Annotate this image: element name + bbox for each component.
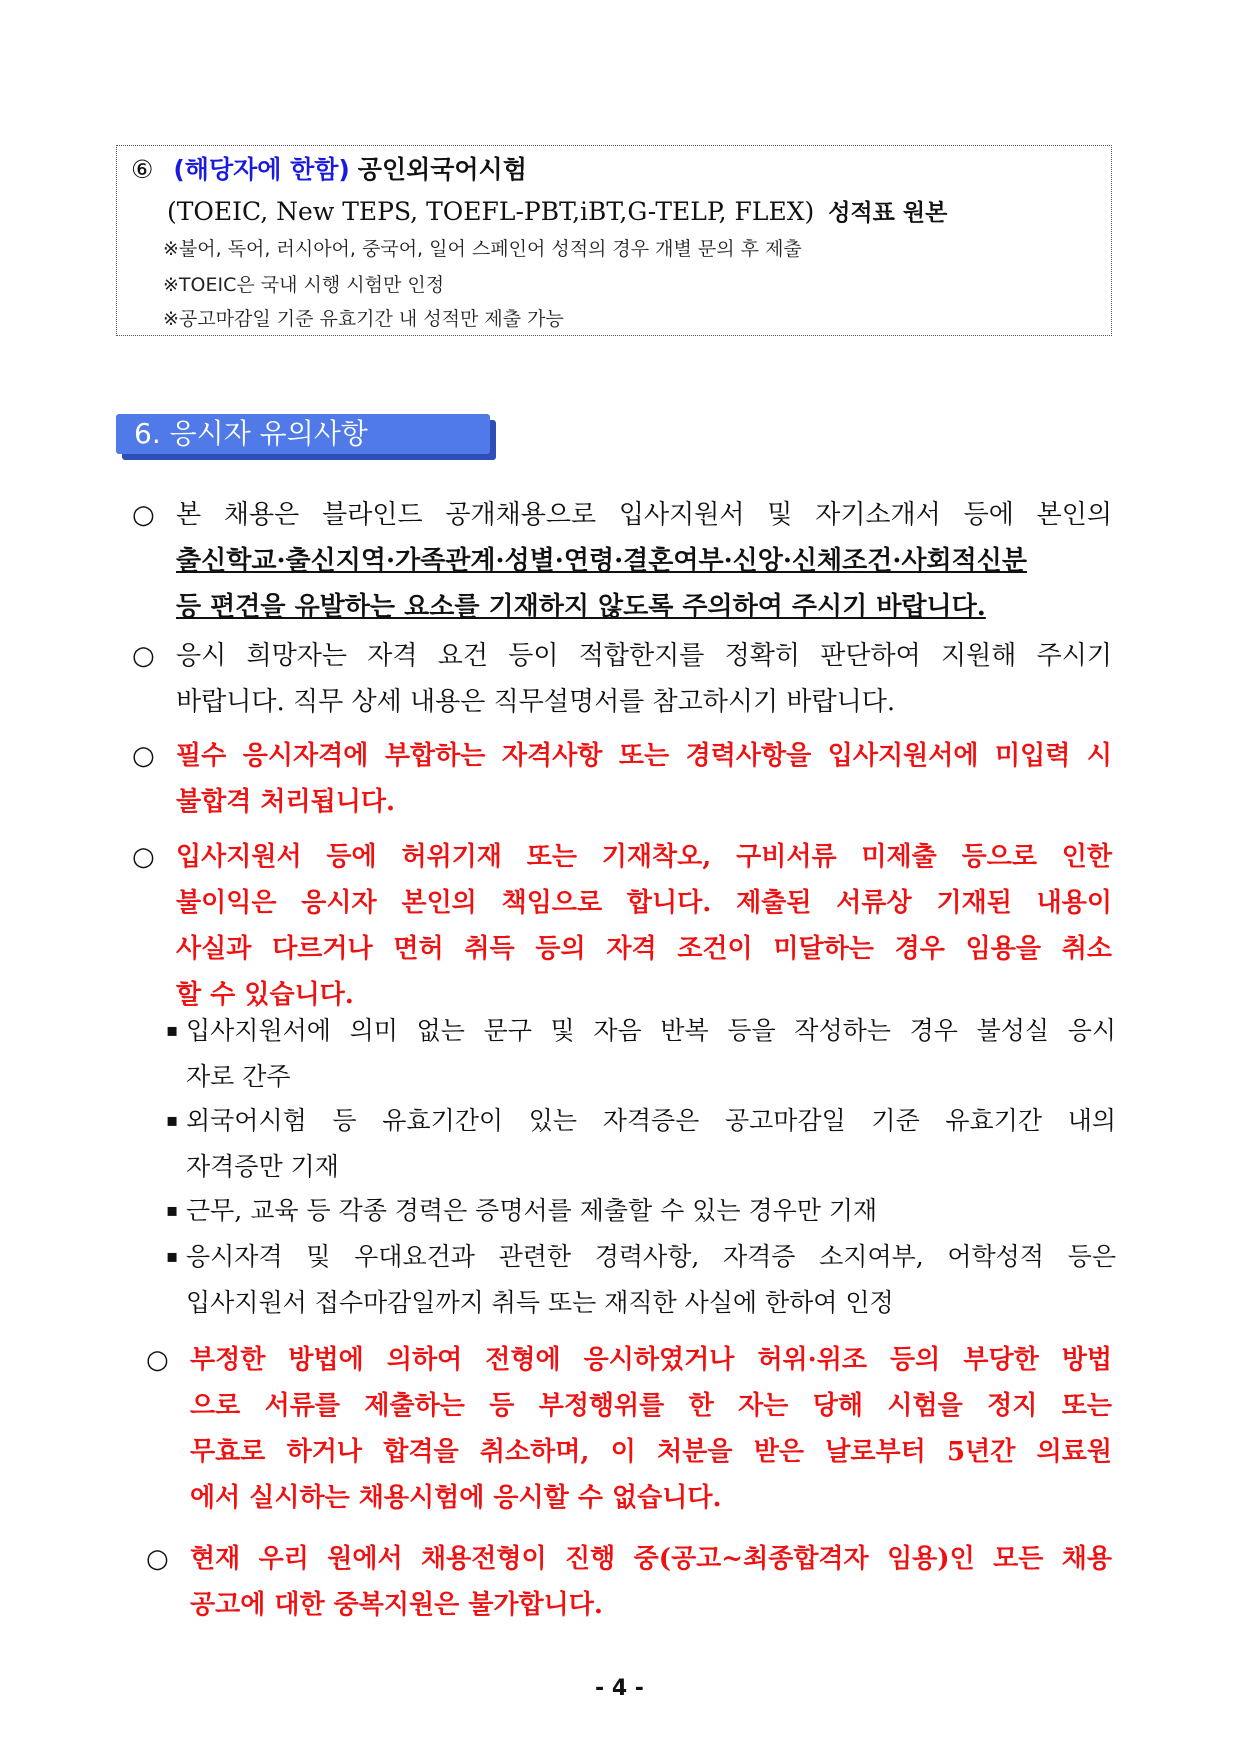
sub-bullet-item xyxy=(166,1188,1116,1234)
circle-bullet: ○ xyxy=(132,500,155,530)
false-entry-line-1: 입사지원서 등에 허위기재 또는 기재착오, 구비서류 미제출 등으로 인한 xyxy=(176,842,1112,872)
notice-title: 공인외국어시험 xyxy=(357,155,527,184)
required-line-1: 필수 응시자격에 부합하는 자격사항 또는 경력사항을 입사지원서에 미입력 시 xyxy=(176,741,1112,771)
list-item-duplicate xyxy=(146,1536,1112,1632)
square-bullet: ▪ xyxy=(166,1020,179,1041)
circle-bullet: ○ xyxy=(146,1345,169,1375)
eligibility-line-2: 바랍니다. 직무 상세 내용은 직무설명서를 참고하시기 바랍니다. xyxy=(176,687,896,717)
sub-bullet-line-2: 입사지원서 접수마감일까지 취득 또는 재직한 사실에 한하여 인정 xyxy=(186,1288,894,1317)
sub-bullet-line-2: 자격증만 기재 xyxy=(186,1152,339,1181)
blind-line-1: 본 채용은 블라인드 공개채용으로 입사지원서 및 자기소개서 등에 본인의 xyxy=(176,500,1112,530)
blind-line-3: 등 편견을 유발하는 요소를 기재하지 않도록 주의하여 주시기 바랍니다. xyxy=(176,592,986,622)
sub-bullet-line-2: 자로 간주 xyxy=(186,1062,291,1091)
page-number: - 4 - xyxy=(595,1676,644,1701)
list-item-eligibility xyxy=(132,633,1112,729)
fraud-line-2: 으로 서류를 제출하는 등 부정행위를 한 자는 당해 시험을 정지 또는 xyxy=(190,1391,1112,1421)
duplicate-line-2: 공고에 대한 중복지원은 불가합니다. xyxy=(190,1590,603,1620)
fraud-line-1: 부정한 방법에 의하여 전형에 응시하였거나 허위·위조 등의 부당한 방법 xyxy=(190,1345,1112,1375)
notice-note: ※불어, 독어, 러시아어, 중국어, 일어 스페인어 성적의 경우 개별 문의 후 제출 xyxy=(163,238,802,260)
square-bullet: ▪ xyxy=(166,1110,179,1131)
blind-line-2: 출신학교·출신지역·가족관계·성별·연령·결혼여부·신앙·신체조건·사회적신분 xyxy=(176,546,1028,576)
circle-bullet: ○ xyxy=(132,842,155,872)
sub-bullet-line-1: 근무, 교육 등 각종 경력은 증명서를 제출할 수 있는 경우만 기재 xyxy=(186,1196,878,1225)
sub-bullet-item xyxy=(166,1098,1116,1190)
notice-number: ⑥ xyxy=(131,155,154,184)
circle-bullet: ○ xyxy=(146,1544,169,1574)
sub-bullet-item xyxy=(166,1008,1116,1100)
square-bullet: ▪ xyxy=(166,1246,179,1267)
list-item-required xyxy=(132,733,1112,829)
false-entry-line-4: 할 수 있습니다. xyxy=(176,980,354,1010)
notice-requirement: 성적표 원본 xyxy=(828,200,948,226)
notice-title-line xyxy=(131,150,527,186)
notice-qualifier: (해당자에 한함) xyxy=(173,155,350,184)
list-item-fraud xyxy=(146,1337,1112,1523)
sub-bullet-line-1: 외국어시험 등 유효기간이 있는 자격증은 공고마감일 기준 유효기간 내의 xyxy=(186,1106,1116,1135)
eligibility-line-1: 응시 희망자는 자격 요건 등이 적합한지를 정확히 판단하여 지원해 주시기 xyxy=(176,641,1112,671)
false-entry-line-3: 사실과 다르거나 면허 취득 등의 자격 조건이 미달하는 경우 임용을 취소 xyxy=(176,934,1112,964)
notice-note: ※TOEIC은 국내 시행 시험만 인정 xyxy=(163,274,445,296)
sub-bullet-item xyxy=(166,1234,1116,1326)
notice-exams: (TOEIC, New TEPS, TOEFL-PBT,iBT,G-TELP, FLEX) xyxy=(167,197,815,226)
list-item-blind xyxy=(132,492,1112,632)
sub-bullet-line-1: 입사지원서에 의미 없는 문구 및 자음 반복 등을 작성하는 경우 불성실 응시 xyxy=(186,1016,1116,1045)
duplicate-line-1: 현재 우리 원에서 채용전형이 진행 중(공고~최종합격자 임용)인 모든 채용 xyxy=(190,1544,1112,1574)
sub-bullet-line-1: 응시자격 및 우대요건과 관련한 경력사항, 자격증 소지여부, 어학성적 등은 xyxy=(186,1242,1116,1271)
section-heading: 6. 응시자 유의사항 xyxy=(116,414,490,454)
notice-note: ※공고마감일 기준 유효기간 내 성적만 제출 가능 xyxy=(163,308,564,330)
notice-exams-line xyxy=(167,194,947,227)
list-item-false-entry xyxy=(132,834,1112,1020)
false-entry-line-2: 불이익은 응시자 본인의 책임으로 합니다. 제출된 서류상 기재된 내용이 xyxy=(176,888,1112,918)
required-line-2: 불합격 처리됩니다. xyxy=(176,787,396,817)
fraud-line-4: 에서 실시하는 채용시험에 응시할 수 없습니다. xyxy=(190,1483,722,1513)
circle-bullet: ○ xyxy=(132,641,155,671)
section-heading-box xyxy=(116,414,496,460)
fraud-line-3: 무효로 하거나 합격을 취소하며, 이 처분을 받은 날로부터 5년간 의료원 xyxy=(190,1437,1112,1467)
circle-bullet: ○ xyxy=(132,741,155,771)
notice-box xyxy=(116,145,1112,336)
square-bullet: ▪ xyxy=(166,1200,179,1221)
